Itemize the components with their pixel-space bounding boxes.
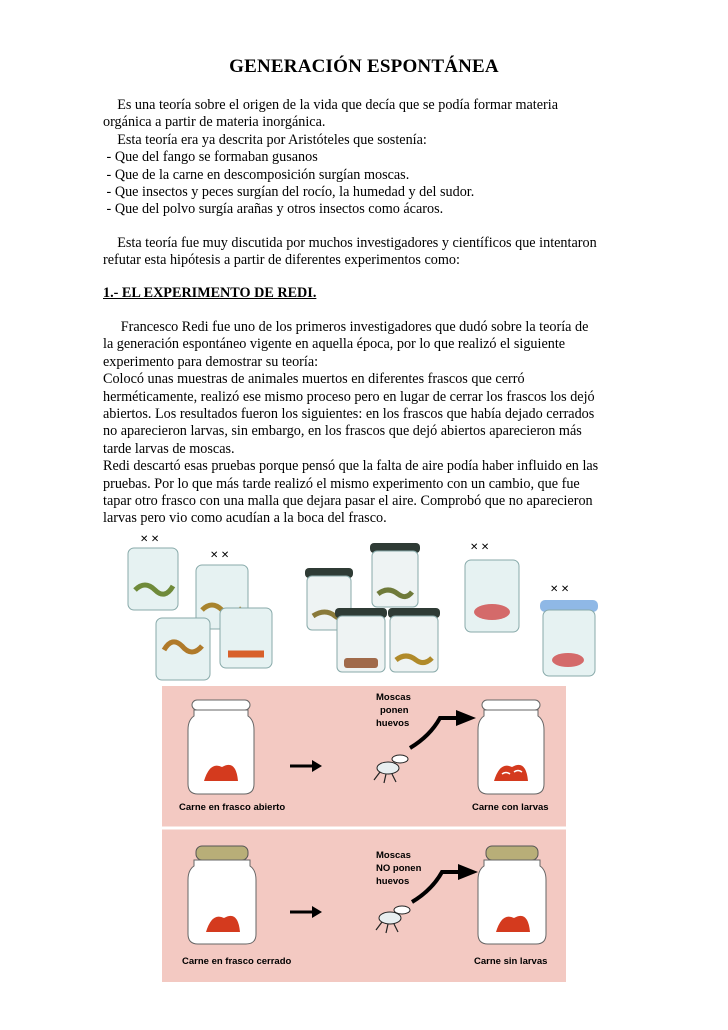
text-line: larvas pero vio como acudían a la boca del frasco. [103,510,387,527]
top-flies-label-1: Moscas [376,692,411,703]
redi-diagram-svg [162,686,566,982]
top-flies-label-3: huevos [376,718,410,729]
redi-paragraph [103,319,628,528]
text-line: experimento para demostrar su teoría: [103,353,319,370]
svg-text:✕ ✕: ✕ ✕ [140,534,160,545]
text-line: - Que de la carne en descomposición surgían moscas. [103,166,410,183]
bottom-left-caption: Carne en frasco cerrado [182,956,292,967]
top-right-caption: Carne con larvas [472,802,549,813]
page-title: GENERACIÓN ESPONTÁNEA [229,56,499,77]
discussion-paragraph [103,235,628,270]
capped-jars-group [305,543,440,672]
text-line: pruebas. Por lo que más tarde realizó el mismo experimento con un cambio, que fue [103,475,580,492]
text-line: - Que del polvo surgía arañas y otros insectos como ácaros. [103,201,444,218]
top-flies-label-2: ponen [380,705,409,716]
text-line: Redi descartó esas pruebas porque pensó que la falta de aire podía haber influido en las [103,458,599,475]
svg-text:✕ ✕: ✕ ✕ [550,584,570,595]
text-line: Esta teoría era ya descrita por Aristóteles que sostenía: [103,131,427,148]
text-line: Es una teoría sobre el origen de la vida que decía que se podía formar materia [103,97,558,113]
bottom-right-caption: Carne sin larvas [474,956,548,967]
intro-paragraph [103,97,628,219]
open-jar-meat [188,700,254,794]
jar-with-larvae [478,700,544,794]
text-line: tarde larvas de moscas. [103,440,235,457]
mesh-jars-group [465,542,598,676]
bottom-flies-label-1: Moscas [376,850,411,861]
svg-text:✕ ✕: ✕ ✕ [210,550,230,561]
jars-illustration-svg [120,530,620,685]
text-line: la generación espontáneo vigente en aquella época, por lo que realizó el siguiente [103,336,566,353]
open-jars-group [128,534,272,680]
top-left-caption: Carne en frasco abierto [179,802,286,813]
section-heading: 1.- EL EXPERIMENTO DE REDI. [103,285,317,301]
text-line: orgánica a partir de materia inorgánica. [103,114,326,131]
bottom-flies-label-2: NO ponen [376,863,422,874]
text-line: - Que del fango se formaban gusanos [103,149,318,166]
svg-text:✕ ✕: ✕ ✕ [470,542,490,553]
text-line: tapar otro frasco con una malla que dejara pasar el aire. Comprobó que no aparecieron [103,493,593,510]
jars-illustration [120,530,620,685]
redi-experiment-diagram [162,686,566,982]
text-line: herméticamente, realizó ese mismo proceso pero en lugar de cerrar los frascos los dejó [103,388,595,405]
text-line: Francesco Redi fue uno de los primeros investigadores que dudó sobre la teoría de [103,319,589,335]
text-line: abiertos. Los resultados fueron los siguientes: en los frascos que había dejado cerrados [103,406,595,423]
bottom-flies-label-3: huevos [376,876,410,887]
closed-jar-meat [188,846,256,944]
text-line: no aparecieron larvas, sin embargo, en los frascos que dejó abiertos aparecieron más [103,423,582,440]
text-line: - Que insectos y peces surgían del rocío, la humedad y del sudor. [103,184,475,201]
closed-jar-no-larvae [478,846,546,944]
text-line: Colocó unas muestras de animales muertos en diferentes frascos que cerró [103,371,525,388]
text-line: refutar esta hipótesis a partir de diferentes experimentos como: [103,252,460,269]
text-line: Esta teoría fue muy discutida por muchos investigadores y científicos que intentaron [103,235,597,251]
